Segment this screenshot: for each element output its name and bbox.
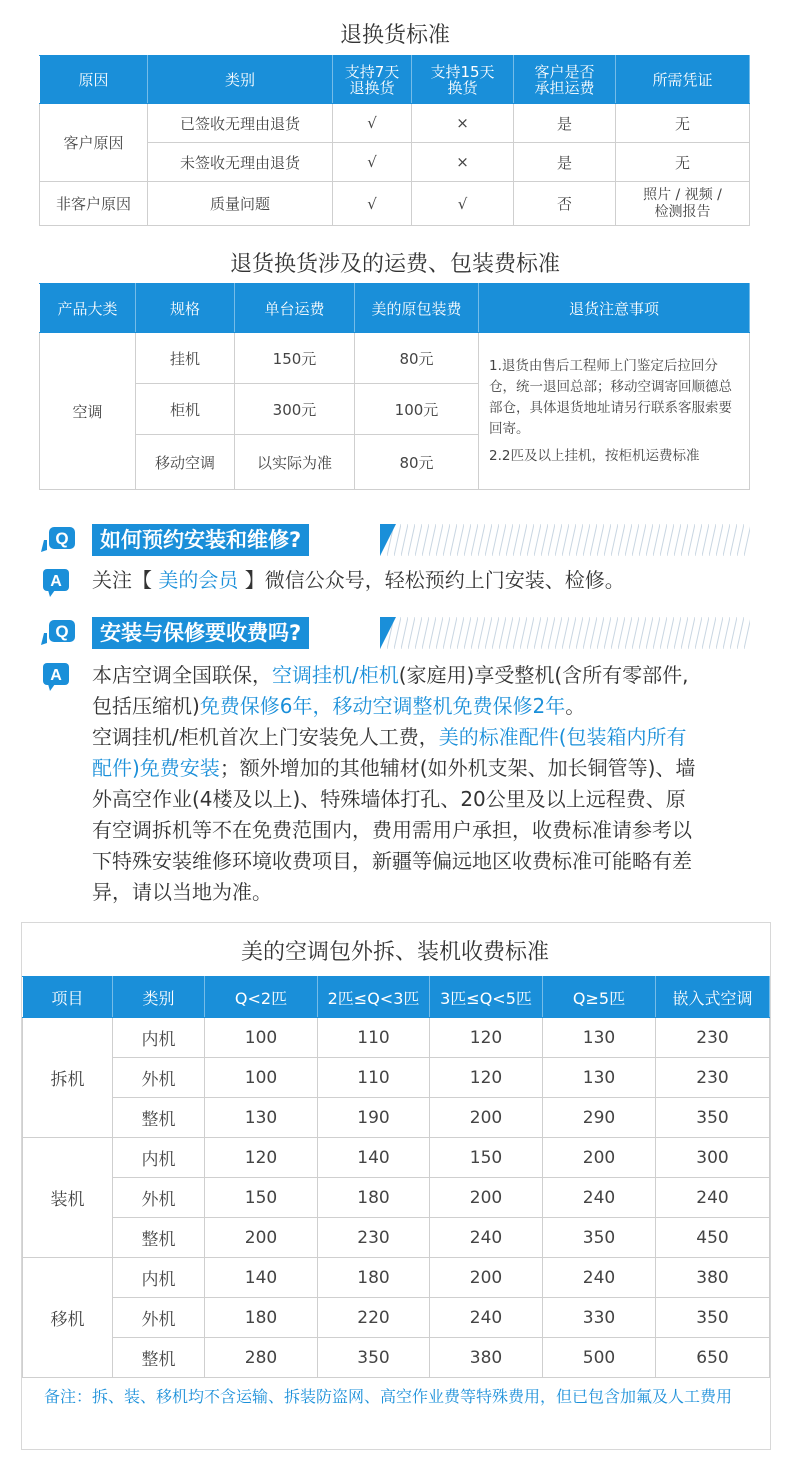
q-bubble-icon <box>40 619 76 647</box>
reason-cell: 客户原因 <box>40 104 148 182</box>
price-cell: 180 <box>205 1298 318 1338</box>
svg-text:A: A <box>50 667 62 684</box>
table-row <box>23 1178 770 1218</box>
freight-cell: 否 <box>514 182 616 226</box>
price-cell: 120 <box>430 1018 543 1058</box>
service-cell: 移机 <box>23 1258 113 1378</box>
answer-highlight: 免费保修6年，移动空调整机免费保修2年 <box>199 694 566 718</box>
table-row <box>23 1098 770 1138</box>
install-fee-table <box>22 976 770 1378</box>
install-header: 2匹≤Q<3匹 <box>318 977 430 1018</box>
faq1-answer <box>92 565 625 596</box>
header-package: 美的原包装费 <box>355 284 479 333</box>
price-cell: 380 <box>430 1338 543 1378</box>
return-policy-title: 退换货标准 <box>339 23 450 48</box>
header-category: 类别 <box>148 56 333 104</box>
answer-line <box>92 722 757 753</box>
unit-type-cell: 外机 <box>113 1058 205 1098</box>
unit-type-cell: 内机 <box>113 1138 205 1178</box>
table-row <box>23 1138 770 1178</box>
wechat-account-link: 美的会员 <box>152 568 245 592</box>
answer-line: 外高空作业(4楼及以上)、特殊墙体打孔、20公里及以上远程费、原 <box>92 787 686 811</box>
answer-line <box>92 691 757 722</box>
answer-text: 本店空调全国联保， <box>92 663 272 687</box>
price-cell: 110 <box>318 1018 430 1058</box>
price-cell: 130 <box>205 1098 318 1138</box>
stripe-decoration <box>380 524 750 556</box>
header-15day: 支持15天 换货 <box>412 56 514 104</box>
freight-cell: 是 <box>514 143 616 182</box>
install-header: Q≥5匹 <box>543 977 656 1018</box>
price-cell: 230 <box>656 1058 770 1098</box>
faq2-question-bar <box>40 617 750 649</box>
note-2: 2.2匹及以上挂机，按柜机运费标准 <box>489 447 700 464</box>
product-cell: 空调 <box>40 333 136 490</box>
answer-text: 关注【 <box>92 568 152 592</box>
svg-text:A: A <box>50 573 62 590</box>
shipping-fee-title: 退货换货涉及的运费、包装费标准 <box>229 252 560 277</box>
proof-cell: 无 <box>616 143 750 182</box>
faq2-answer <box>92 660 757 908</box>
price-cell: 180 <box>318 1178 430 1218</box>
reason-cell: 非客户原因 <box>40 182 148 226</box>
header-freight: 单台运费 <box>235 284 355 333</box>
header-freight: 客户是否 承担运费 <box>514 56 616 104</box>
category-cell: 质量问题 <box>148 182 333 226</box>
price-cell: 200 <box>430 1178 543 1218</box>
table-row <box>23 1258 770 1298</box>
table-row <box>23 1018 770 1058</box>
price-cell: 350 <box>656 1298 770 1338</box>
install-header: 嵌入式空调 <box>656 977 770 1018</box>
header-proof: 所需凭证 <box>616 56 750 104</box>
7day-cell: √ <box>333 104 412 143</box>
price-cell: 240 <box>430 1298 543 1338</box>
answer-text: (家庭用)享受整机(含所有零部件, <box>398 663 689 687</box>
header-spec: 规格 <box>136 284 235 333</box>
a-bubble-icon <box>42 568 72 598</box>
price-cell: 500 <box>543 1338 656 1378</box>
unit-type-cell: 外机 <box>113 1178 205 1218</box>
note-1: 1.退货由售后工程师上门鉴定后拉回分仓，统一退回总部；移动空调寄回顺德总部仓，具体退货地址请另行联系客服索要回寄。 <box>489 357 732 437</box>
price-cell: 350 <box>543 1218 656 1258</box>
price-cell: 200 <box>430 1098 543 1138</box>
package-cell: 100元 <box>355 384 479 435</box>
price-cell: 450 <box>656 1218 770 1258</box>
price-cell: 200 <box>430 1258 543 1298</box>
price-cell: 240 <box>430 1218 543 1258</box>
price-cell: 290 <box>543 1098 656 1138</box>
freight-cell: 300元 <box>235 384 355 435</box>
price-cell: 110 <box>318 1058 430 1098</box>
price-cell: 240 <box>543 1258 656 1298</box>
table-row <box>23 1058 770 1098</box>
unit-type-cell: 整机 <box>113 1098 205 1138</box>
service-cell: 拆机 <box>23 1018 113 1138</box>
svg-text:Q: Q <box>55 529 69 548</box>
answer-text: 】微信公众号，轻松预约上门安装、检修。 <box>244 568 625 592</box>
price-cell: 280 <box>205 1338 318 1378</box>
q-bubble-icon <box>40 526 76 554</box>
price-cell: 650 <box>656 1338 770 1378</box>
price-cell: 150 <box>205 1178 318 1218</box>
shipping-fee-table <box>39 283 750 490</box>
answer-line: 异，请以当地为准。 <box>92 880 272 904</box>
answer-text: 。 <box>565 694 586 718</box>
unit-type-cell: 内机 <box>113 1018 205 1058</box>
7day-cell: √ <box>333 182 412 226</box>
price-cell: 180 <box>318 1258 430 1298</box>
freight-cell: 以实际为准 <box>235 435 355 490</box>
proof-cell: 无 <box>616 104 750 143</box>
install-header: Q<2匹 <box>205 977 318 1018</box>
price-cell: 130 <box>543 1018 656 1058</box>
price-cell: 150 <box>430 1138 543 1178</box>
price-cell: 100 <box>205 1058 318 1098</box>
answer-highlight: 配件)免费安装 <box>92 756 220 780</box>
answer-line: 有空调拆机等不在免费范围内，费用需用户承担，收费标准请参考以 <box>92 818 692 842</box>
remark-note: 备注：拆、装、移机均不含运输、拆装防盗网、高空作业费等特殊费用，但已包含加氟及人工费用 <box>44 1387 733 1406</box>
price-cell: 120 <box>205 1138 318 1178</box>
install-header: 3匹≤Q<5匹 <box>430 977 543 1018</box>
install-fee-title: 美的空调包外拆、装机收费标准 <box>240 940 549 965</box>
price-cell: 140 <box>205 1258 318 1298</box>
category-cell: 已签收无理由退货 <box>148 104 333 143</box>
notes-cell <box>479 333 750 490</box>
15day-cell: × <box>412 143 514 182</box>
answer-line: 下特殊安装维修环境收费项目，新疆等偏远地区收费标准可能略有差 <box>92 849 692 873</box>
price-cell: 200 <box>543 1138 656 1178</box>
unit-type-cell: 外机 <box>113 1298 205 1338</box>
15day-cell: √ <box>412 182 514 226</box>
price-cell: 230 <box>318 1218 430 1258</box>
header-notes: 退货注意事项 <box>479 284 750 333</box>
unit-type-cell: 整机 <box>113 1218 205 1258</box>
answer-line <box>92 753 757 784</box>
price-cell: 200 <box>205 1218 318 1258</box>
price-cell: 100 <box>205 1018 318 1058</box>
freight-cell: 是 <box>514 104 616 143</box>
price-cell: 350 <box>656 1098 770 1138</box>
install-header: 项目 <box>23 977 113 1018</box>
service-cell: 装机 <box>23 1138 113 1258</box>
price-cell: 120 <box>430 1058 543 1098</box>
answer-line <box>92 660 757 691</box>
stripe-decoration <box>380 617 750 649</box>
package-cell: 80元 <box>355 435 479 490</box>
price-cell: 130 <box>543 1058 656 1098</box>
7day-cell: √ <box>333 143 412 182</box>
install-header: 类别 <box>113 977 205 1018</box>
a-bubble-icon <box>42 662 72 692</box>
return-policy-table <box>39 55 750 226</box>
price-cell: 140 <box>318 1138 430 1178</box>
answer-text: ；额外增加的其他辅材(如外机支架、加长铜管等)、墙 <box>219 756 696 780</box>
price-cell: 330 <box>543 1298 656 1338</box>
price-cell: 230 <box>656 1018 770 1058</box>
price-cell: 240 <box>543 1178 656 1218</box>
price-cell: 220 <box>318 1298 430 1338</box>
answer-highlight: 空调挂机/柜机 <box>272 663 399 687</box>
price-cell: 380 <box>656 1258 770 1298</box>
freight-cell: 150元 <box>235 333 355 384</box>
answer-highlight: 美的标准配件(包装箱内所有 <box>438 725 687 749</box>
package-cell: 80元 <box>355 333 479 384</box>
unit-type-cell: 整机 <box>113 1338 205 1378</box>
svg-text:Q: Q <box>55 622 69 641</box>
faq2-question: 安装与保修要收费吗? <box>92 617 309 649</box>
header-reason: 原因 <box>40 56 148 104</box>
price-cell: 190 <box>318 1098 430 1138</box>
table-row <box>23 1298 770 1338</box>
proof-cell: 照片 / 视频 / 检测报告 <box>616 182 750 226</box>
unit-type-cell: 内机 <box>113 1258 205 1298</box>
spec-cell: 移动空调 <box>136 435 235 490</box>
price-cell: 300 <box>656 1138 770 1178</box>
price-cell: 240 <box>656 1178 770 1218</box>
15day-cell: × <box>412 104 514 143</box>
header-product: 产品大类 <box>40 284 136 333</box>
faq1-question: 如何预约安装和维修? <box>92 524 309 556</box>
header-7day: 支持7天 退换货 <box>333 56 412 104</box>
spec-cell: 柜机 <box>136 384 235 435</box>
faq1-question-bar <box>40 524 750 556</box>
category-cell: 未签收无理由退货 <box>148 143 333 182</box>
spec-cell: 挂机 <box>136 333 235 384</box>
price-cell: 350 <box>318 1338 430 1378</box>
table-row <box>23 1338 770 1378</box>
answer-text: 包括压缩机) <box>92 694 200 718</box>
table-row <box>23 1218 770 1258</box>
answer-text: 空调挂机/柜机首次上门安装免人工费， <box>92 725 439 749</box>
